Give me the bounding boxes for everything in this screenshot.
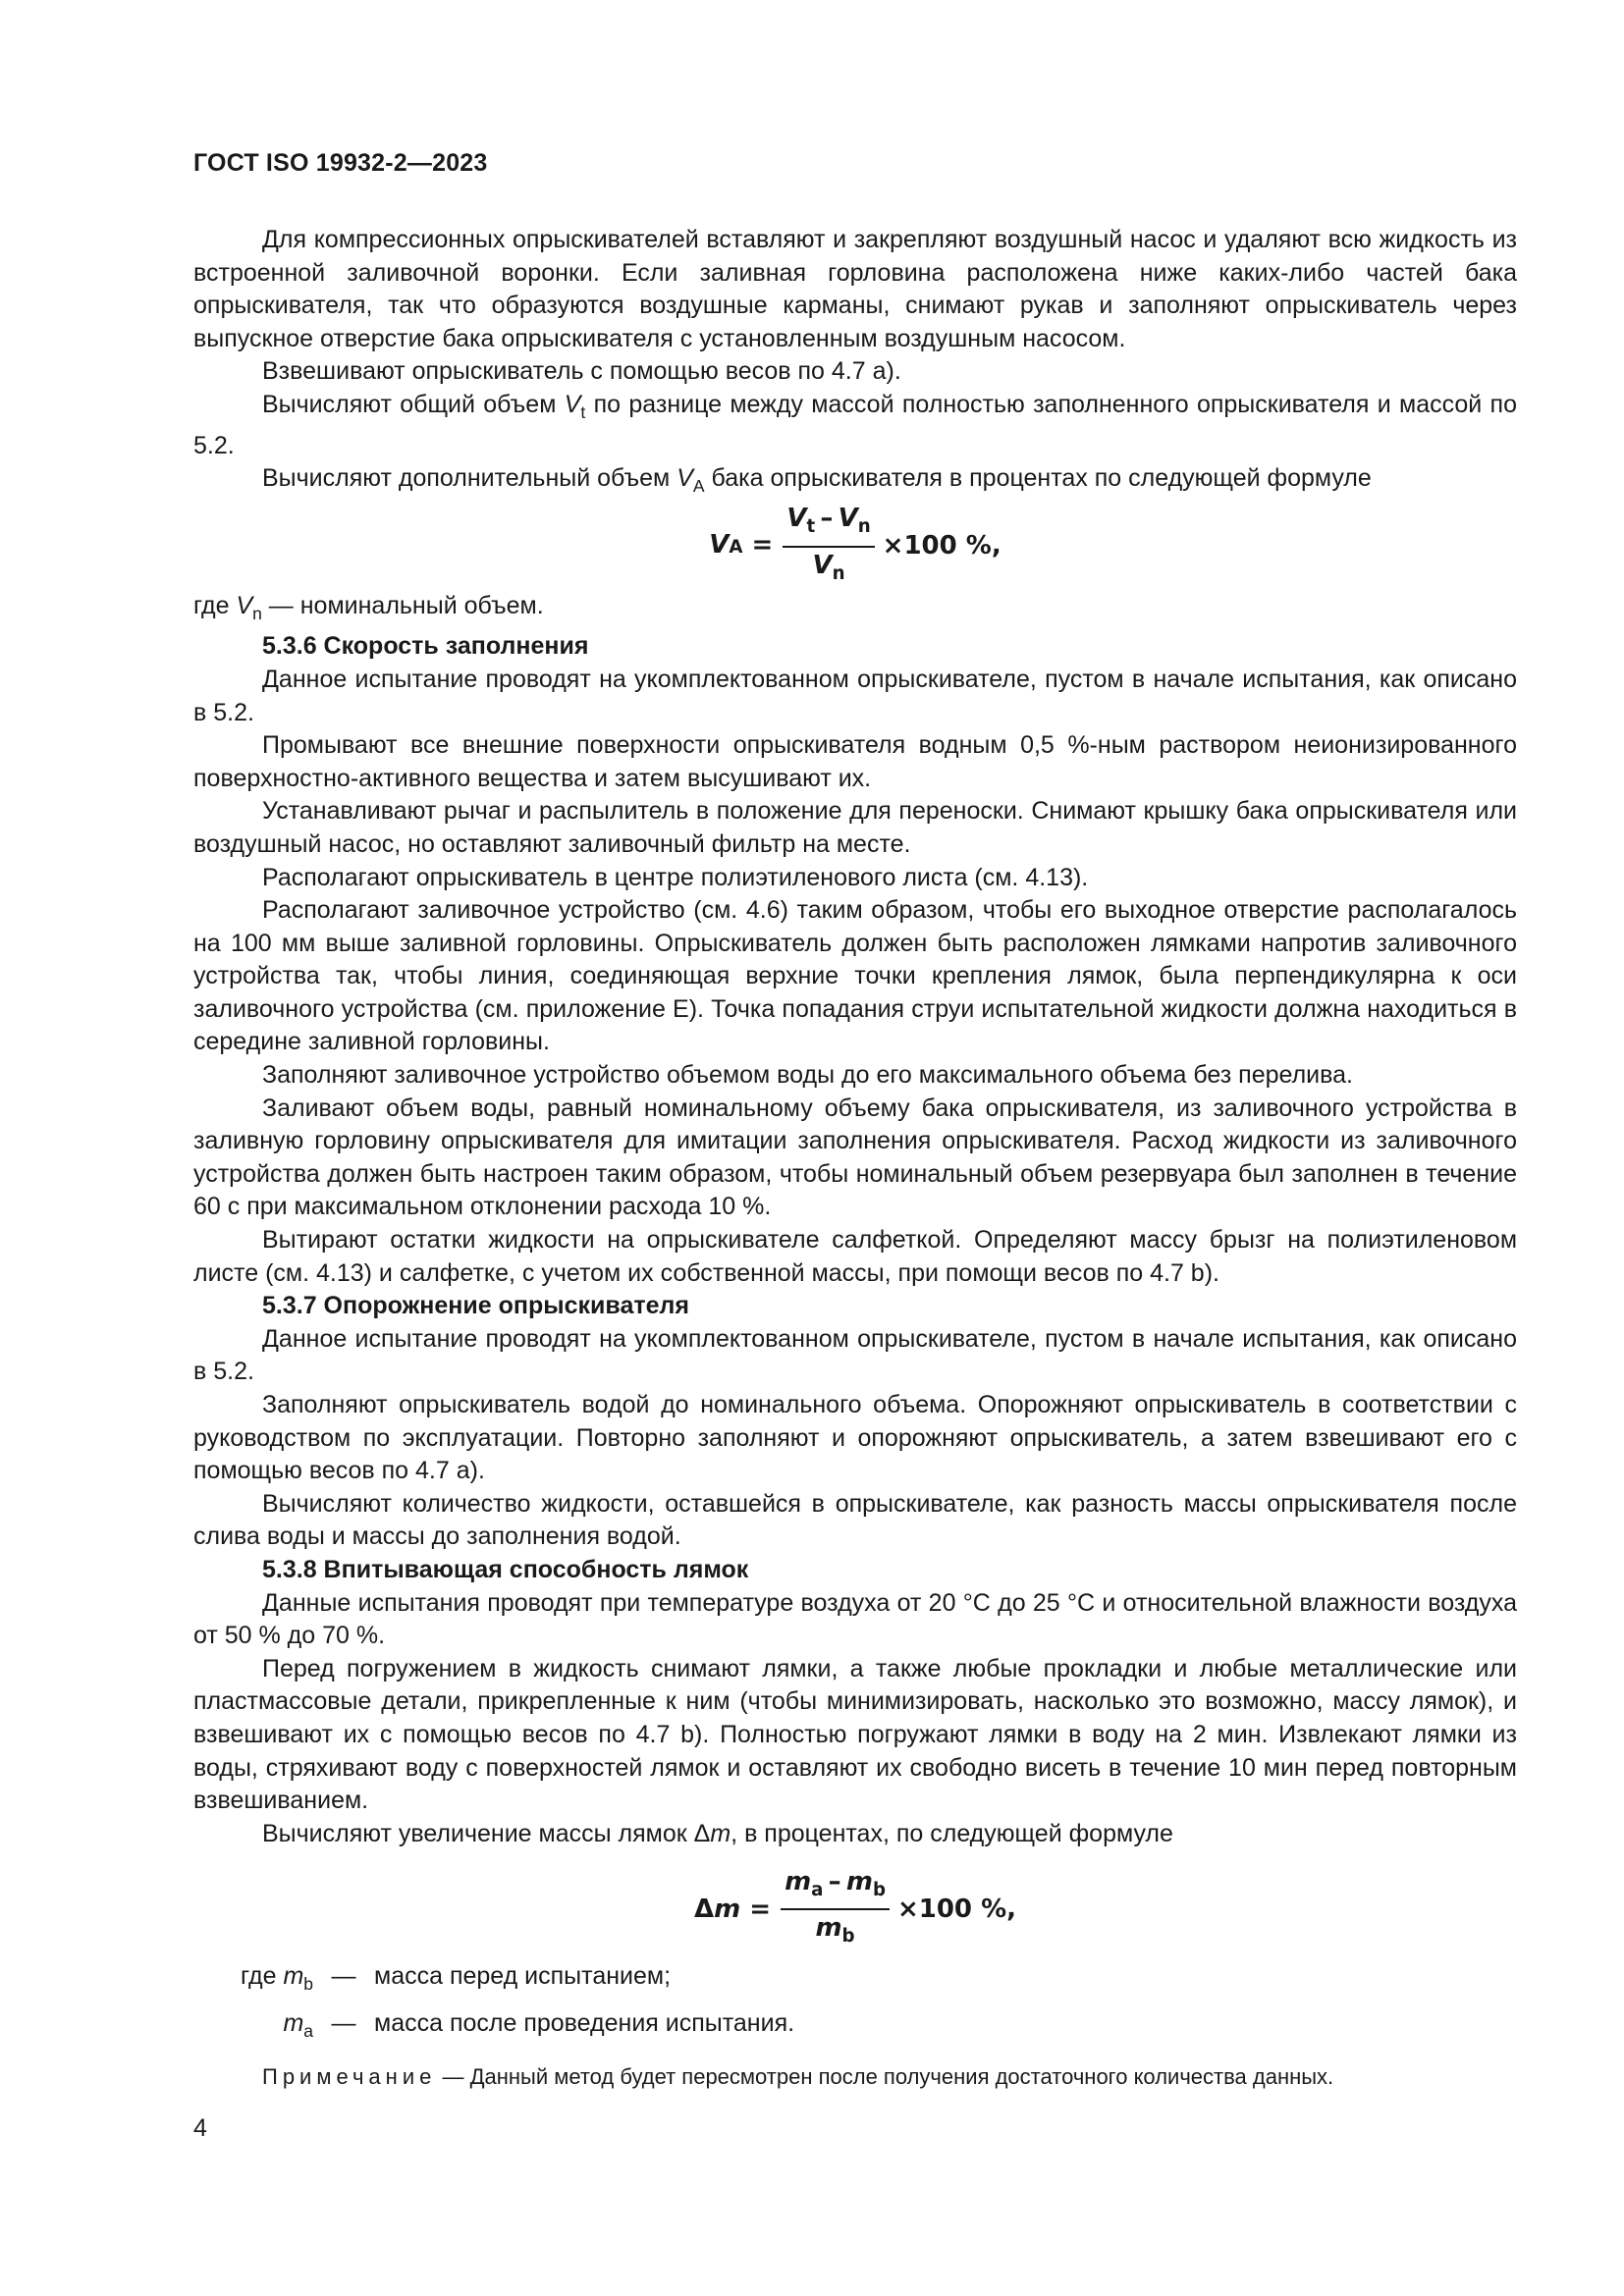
variable: m (714, 1894, 741, 1924)
text-run: по разнице между массой полностью заполненного опрыскивателя и массой по 5.2. (193, 390, 1518, 459)
text-run: Вычисляют увеличение массы лямок Δ (262, 1819, 711, 1847)
variable: V (786, 503, 807, 533)
subscript: b (872, 1879, 886, 1900)
where-term (193, 1960, 313, 2002)
variable: V (709, 529, 730, 560)
variable: m (283, 1962, 304, 1991)
variable: m (283, 2008, 304, 2037)
subscript: t (806, 516, 816, 538)
text-run: Вычисляют дополнительный объем (262, 464, 677, 493)
note-label: Примечание (262, 2063, 437, 2089)
equals-sign: = (751, 529, 774, 560)
fraction-denominator (815, 1910, 854, 1953)
section-heading-5-3-7: 5.3.7 Опорожнение опрыскивателя (262, 1292, 689, 1320)
paragraph: Вытирают остатки жидкости на опрыскивателе салфеткой. Определяют массу брызг на полиэтиленовом листе (см. 4.13) и салфетке, с учетом их собственной массы, при помощи весов по 4.7 b). (193, 1226, 1517, 1287)
formula-lhs (709, 529, 773, 564)
variable: V (677, 464, 693, 493)
variable: V (236, 591, 253, 619)
paragraph (193, 462, 1517, 504)
subscript: n (832, 562, 845, 584)
variable: V (838, 503, 858, 533)
paragraph (193, 1818, 1517, 1851)
paragraph: Заполняют заливочное устройство объемом воды до его максимального объема без перелива. (262, 1061, 1353, 1090)
paragraph: Заполняют опрыскиватель водой до номинального объема. Опорожняют опрыскиватель в соответствии с руководством по эксплуатации. Повторно заполняют и опорожняют опрыскиватель, а затем взвешивают его с помощью весов по 4.7 a). (193, 1391, 1517, 1485)
formula-lhs (694, 1894, 771, 1927)
formula-rhs: ×100 %, (896, 1894, 1017, 1924)
subscript: b (303, 1974, 313, 1995)
text-run: Вычисляют общий объем (262, 390, 565, 418)
fraction-numerator (783, 503, 874, 548)
where-definition: масса после проведения испытания. (374, 2008, 795, 2037)
em-dash: — (331, 1962, 356, 1991)
variable: V (564, 390, 581, 418)
paragraph: Промывают все внешние поверхности опрыскивателя водным 0,5 %-ным раствором неионизированного поверхностно-активного вещества и затем высушивают их. (193, 731, 1517, 792)
note-text: — Данный метод будет пересмотрен после получения достаточного количества данных. (436, 2063, 1334, 2089)
paragraph: Перед погружением в жидкость снимают лямки, а также любые прокладки и любые металлические или пластмассовые детали, прикрепленные к ним (чтобы минимизировать, насколько это возможно, массу лямок), и взвешивают их с помощью весов по 4.7 b). Полностью погружают лямки в воду на 2 мин. Извлекают лямки из воды, стряхивают воду с поверхностей лямок и оставляют их свободно висеть в течение 10 мин перед повторным взвешиванием. (193, 1654, 1517, 1815)
page-number: 4 (193, 2114, 207, 2142)
where-clause (193, 590, 1517, 631)
where-term (193, 2007, 313, 2049)
document-header: ГОСТ ISO 19932-2—2023 (193, 149, 488, 177)
document-body (193, 224, 1517, 2092)
text-run: , в процентах, по следующей формуле (731, 1819, 1173, 1847)
text-run: — номинальный объем. (261, 591, 544, 619)
section-heading-5-3-6: 5.3.6 Скорость заполнения (262, 632, 589, 661)
variable: m (815, 1913, 842, 1944)
text-run: где (193, 591, 237, 619)
operator: – (820, 503, 834, 533)
text-run: где (241, 1962, 284, 1991)
subscript: b (841, 1926, 855, 1948)
operator: – (828, 1866, 841, 1896)
paragraph: Для компрессионных опрыскивателей вставляют и закрепляют воздушный насос и удаляют всю жидкость из встроенной заливочной воронки. Если заливная горловина расположена ниже каких-либо частей бака опрыскивателя, так что образуются воздушные карманы, снимают рукав и заполняют опрыскиватель через выпускное отверстие бака опрыскивателя с установленным воздушным насосом. (193, 226, 1517, 352)
variable: m (785, 1866, 812, 1896)
em-dash: — (331, 2008, 356, 2037)
subscript: a (303, 2020, 313, 2041)
paragraph: Заливают объем воды, равный номинальному объему бака опрыскивателя, из заливочного устройства в заливную горловину опрыскивателя для имитации заполнения опрыскивателя. Расход жидкости из заливочного устройства должен быть настроен таким образом, чтобы номинальный объем резервуара был заполнен в течение 60 с при максимальном отклонении расхода 10 %. (193, 1094, 1517, 1221)
subscript: t (580, 401, 586, 422)
subscript: A (729, 536, 743, 558)
formula-rhs: ×100 %, (882, 530, 1001, 561)
paragraph: Устанавливают рычаг и распылитель в положение для переноски. Снимают крышку бака опрыскивателя или воздушный насос, но оставляют заливочный фильтр на месте. (193, 797, 1517, 858)
formula-additional-volume (193, 503, 1517, 586)
variable: V (812, 550, 833, 580)
subscript: n (252, 603, 262, 623)
paragraph: Располагают заливочное устройство (см. 4.6) таким образом, чтобы его выходное отверстие располагалось на 100 мм выше заливной горловины. Опрыскиватель должен быть расположен лямками напротив заливочного устройства так, чтобы линия, соединяющая верхние точки крепления лямок, была перпендикулярна к оси заливочного устройства (см. приложение Е). Точка попадания струи испытательной жидкости должна находиться в середине заливной горловины. (193, 896, 1517, 1056)
formula-mass-increase (193, 1864, 1517, 1954)
paragraph: Данные испытания проводят при температуре воздуха от 20 °C до 25 °C и относительной влажности воздуха от 50 % до 70 %. (193, 1588, 1517, 1650)
fraction (781, 1866, 890, 1954)
text-run: бака опрыскивателя в процентах по следующей формуле (704, 464, 1372, 493)
paragraph (193, 389, 1517, 462)
subscript: n (857, 516, 871, 538)
paragraph: Данное испытание проводят на укомплектованном опрыскивателе, пустом в начале испытания, как описано в 5.2. (193, 1324, 1517, 1386)
paragraph: Данное испытание проводят на укомплектованном опрыскивателе, пустом в начале испытания, как описано в 5.2. (193, 665, 1517, 726)
equals-sign: = (749, 1894, 772, 1924)
where-row (193, 1960, 1517, 2002)
subscript: a (811, 1879, 824, 1900)
paragraph: Располагают опрыскиватель в центре полиэтиленового листа (см. 4.13). (262, 863, 1089, 891)
subscript: A (692, 476, 705, 497)
variable: m (710, 1819, 731, 1847)
fraction (783, 503, 874, 591)
fraction-numerator (781, 1866, 890, 1911)
note (193, 2062, 1517, 2092)
where-row (193, 2007, 1517, 2049)
section-heading-5-3-8: 5.3.8 Впитывающая способность лямок (262, 1555, 749, 1583)
where-definition: масса перед испытанием; (374, 1962, 672, 1991)
variable: m (845, 1866, 873, 1896)
delta-symbol: Δ (693, 1894, 715, 1924)
fraction-denominator (812, 548, 844, 591)
paragraph: Вычисляют количество жидкости, оставшейся в опрыскивателе, как разность массы опрыскивателя после слива воды и массы до заполнения водой. (193, 1489, 1517, 1551)
paragraph: Взвешивают опрыскиватель с помощью весов по 4.7 a). (262, 357, 901, 386)
